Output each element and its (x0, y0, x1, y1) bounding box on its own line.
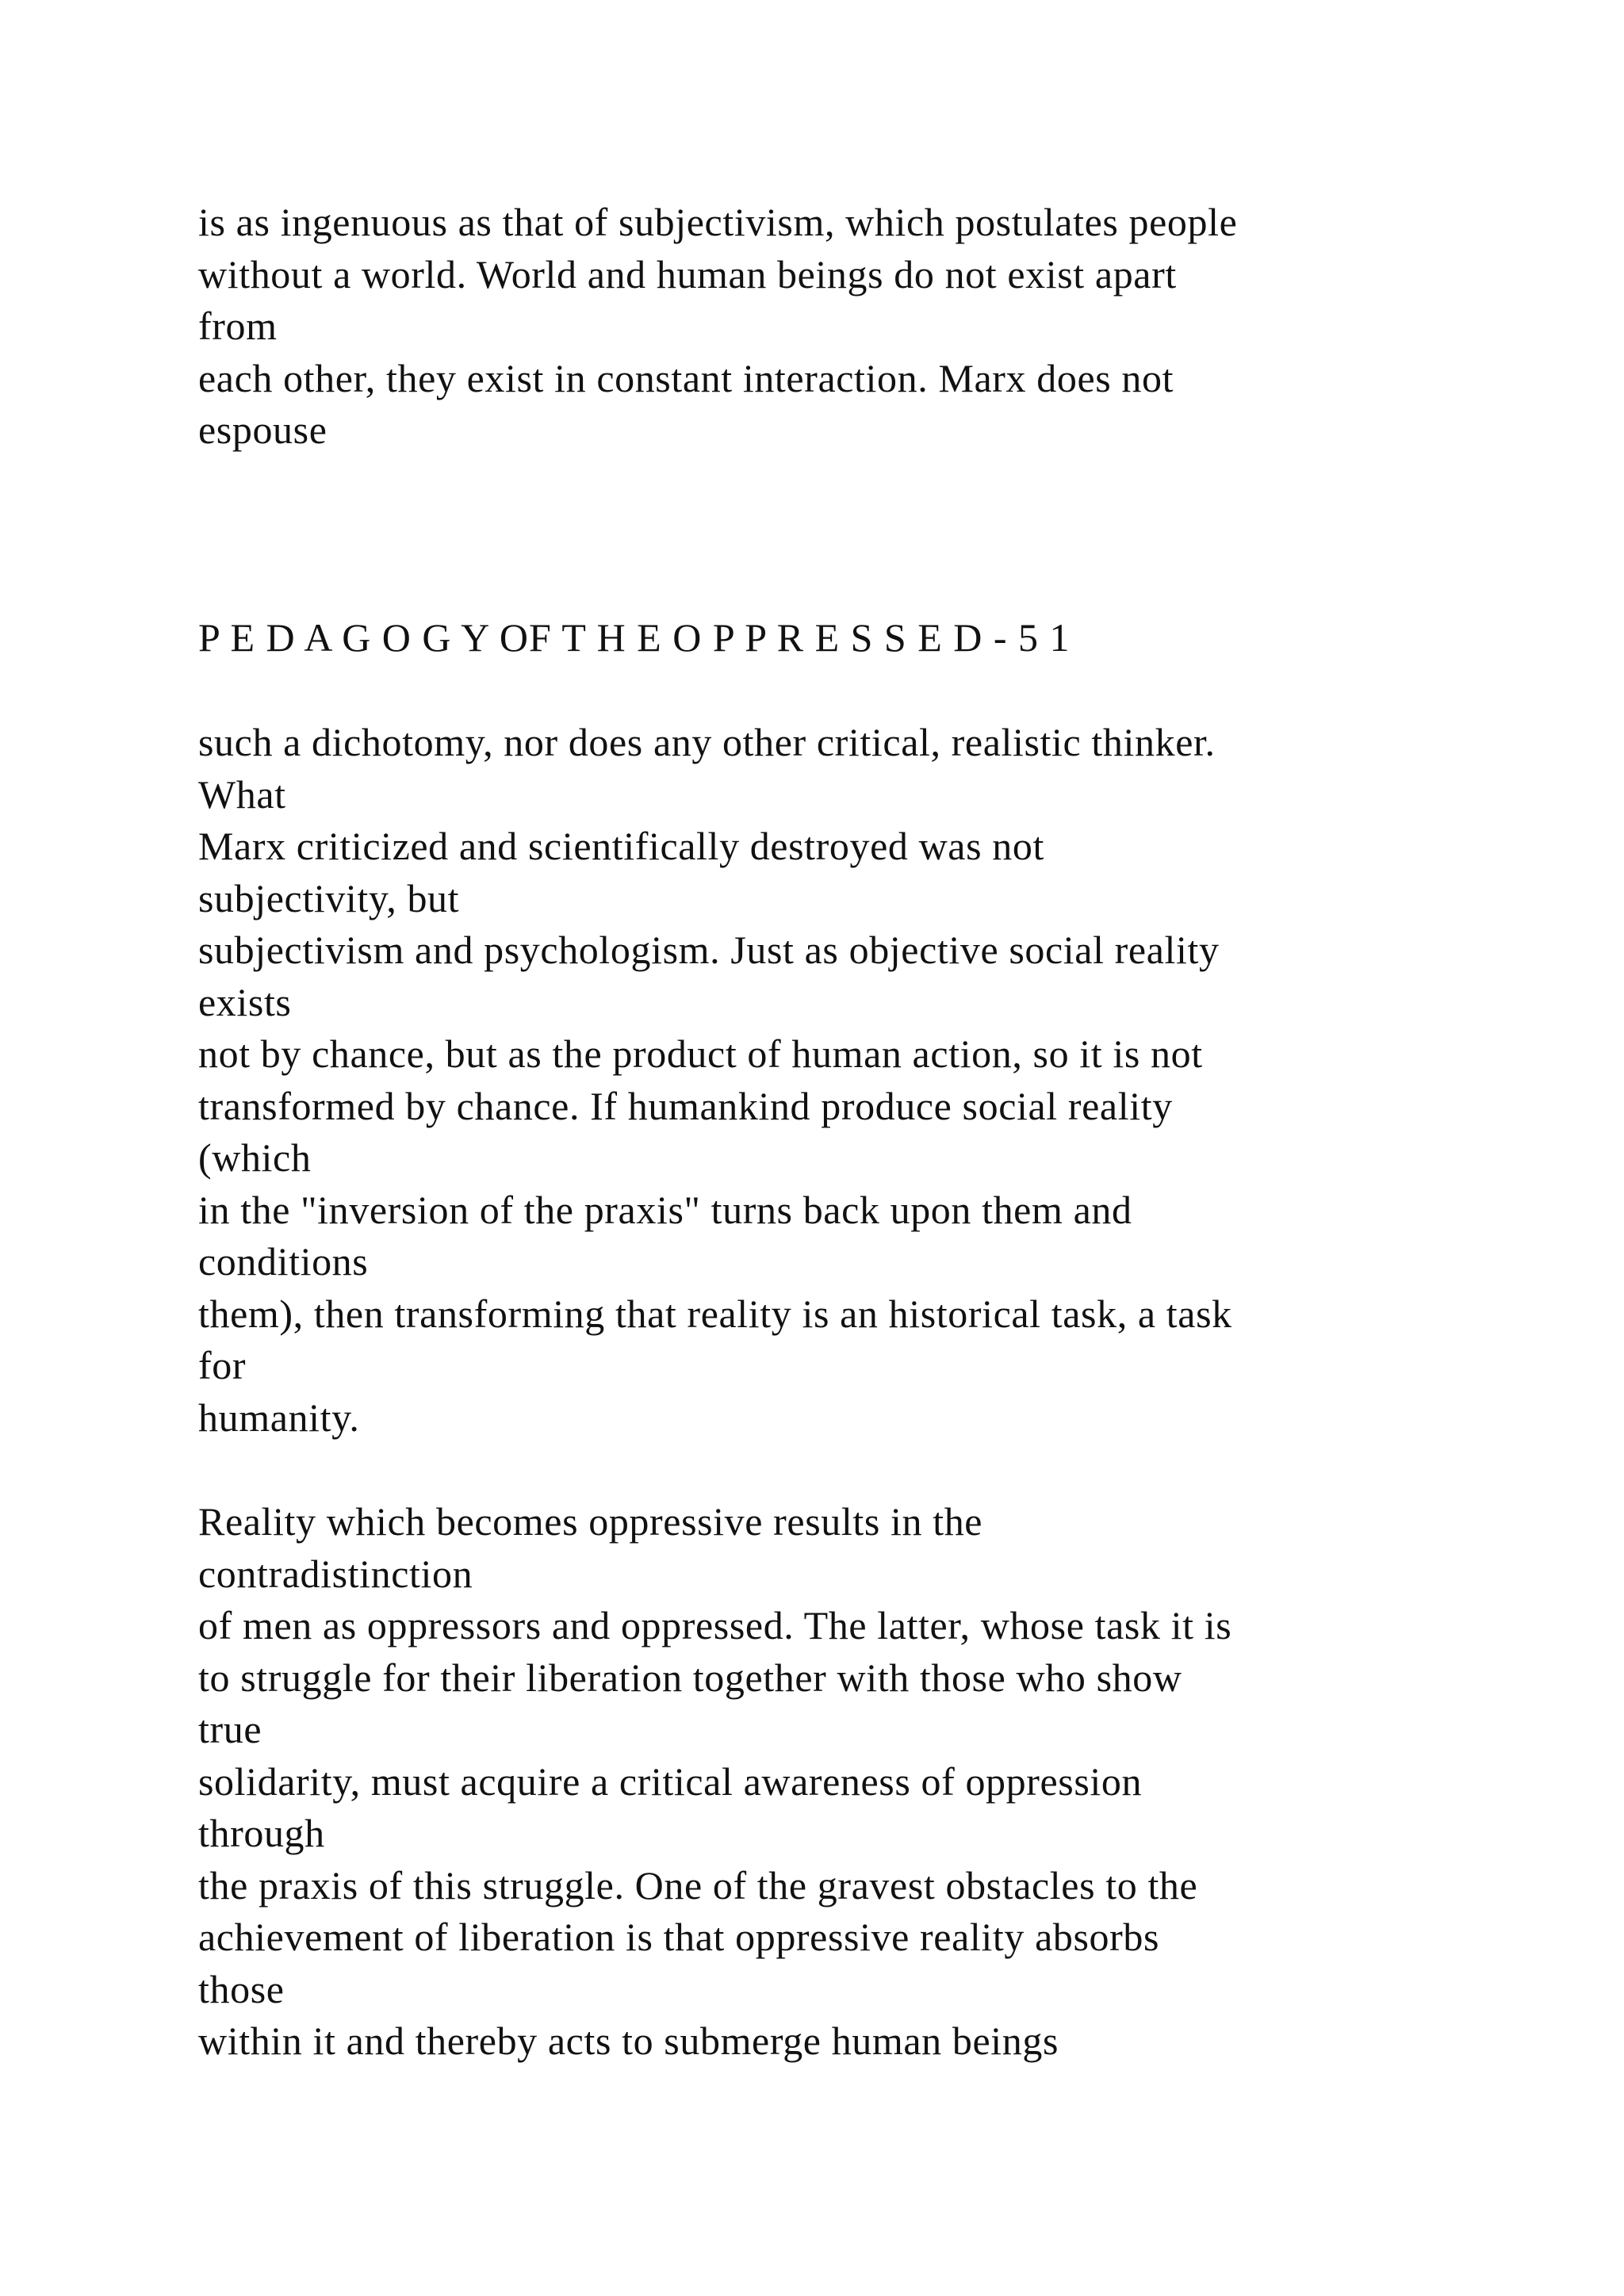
text-line: such a dichotomy, nor does any other critical, realistic thinker. (198, 720, 1216, 764)
text-line: solidarity, must acquire a critical awareness of oppression (198, 1758, 1143, 1804)
paragraph-2 (198, 1496, 1467, 2068)
text-line: those (198, 1966, 285, 2011)
text-line: the praxis of this struggle. One of the gravest obstacles to the (198, 1862, 1198, 1908)
text-line: subjectivity, but (198, 875, 460, 920)
text-line: subjectivism and psychologism. Just as objective social reality (198, 928, 1220, 972)
text-line: within it and thereby acts to submerge human beings (198, 2019, 1059, 2063)
text-line: for (198, 1343, 247, 1387)
text-line: of men as oppressors and oppressed. The latter, whose task it is (198, 1603, 1232, 1647)
paragraph-1 (198, 717, 1467, 1444)
text-line: them), then transforming that reality is an historical task, a task (198, 1291, 1232, 1336)
text-line: contradistinction (198, 1551, 473, 1596)
text-line: humanity. (198, 1395, 360, 1440)
text-line: in the "inversion of the praxis" turns back upon them and (198, 1187, 1132, 1232)
text-line: (which (198, 1135, 312, 1180)
text-line: to struggle for their liberation together with those who show (198, 1655, 1182, 1700)
text-line: without a world. World and human beings do not exist apart (198, 251, 1177, 297)
text-line: each other, they exist in constant interaction. Marx does not (198, 355, 1174, 400)
text-line: from (198, 304, 278, 348)
text-line: Marx criticized and scientifically destroyed was not (198, 824, 1044, 868)
text-line: What (198, 771, 286, 817)
text-line: true (198, 1707, 262, 1751)
text-line: through (198, 1811, 325, 1855)
text-line: not by chance, but as the product of human action, so it is not (198, 1031, 1203, 1076)
running-header: P E D A G O G Y OF T H E O P P R E S S E D - 5 1 (198, 615, 1071, 660)
text-line: espouse (198, 408, 327, 452)
top-paragraph (198, 197, 1467, 457)
text-line: achievement of liberation is that oppressive reality absorbs (198, 1915, 1160, 1959)
text-line: transformed by chance. If humankind produce social reality (198, 1083, 1173, 1128)
text-line: conditions (198, 1239, 369, 1284)
text-line: exists (198, 979, 292, 1024)
text-line: Reality which becomes oppressive results in the (198, 1499, 983, 1544)
text-line: is as ingenuous as that of subjectivism, which postulates people (198, 200, 1238, 244)
